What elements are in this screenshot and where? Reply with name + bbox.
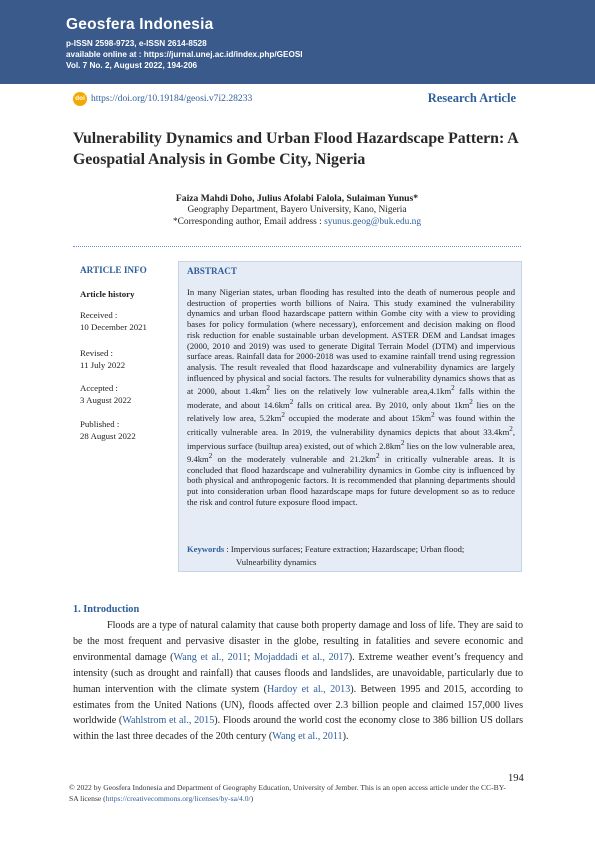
- authors: Faiza Mahdi Doho, Julius Afolabi Falola, Sulaiman Yunus*: [175, 193, 419, 204]
- abstract-heading: ABSTRACT: [187, 266, 238, 276]
- citation-link[interactable]: Hardoy et al., 2013: [267, 683, 351, 695]
- published-date: 28 August 2022: [80, 431, 136, 441]
- page-number: 194: [508, 773, 524, 784]
- intro-paragraph: Floods are a type of natural calamity that cause both property damage and loss of life. They are said to be the most frequent and pervasive disaster in the globe, resulting in fatalities and severe economic and environmental damage (Wang et al., 2011; Mojaddadi et al., 2017). Extreme weather event’s frequency and intensity (such as drought and rainfall) that causes floods and landslides, are unavoidable, particularly due to human intervention with the climate system (Hardoy et al., 2013). Between 1995 and 2015, according to estimates from the United Nations (UN), floods affected over 2.3 billion people and claimed 157,000 lives worldwide (Wahlstrom et al., 2015). Floods around the world cost the economy close to 386 billion US dollars within the last three decades of the 20th century (Wang et al., 2011).: [73, 620, 524, 743]
- abstract-text: In many Nigerian states, urban flooding has resulted into the death of numerous people and destruction of properties worth billions of Naira. This study examined the vulnerability dynamics and urban flood hazardscape pattern within Gombe city with a view to providing bases for policy formulation (where necessary), enforcement and decision making on flood risk reduction for enable sustainable urban development. ASTER DEM and Landsat images (2000, 2010 and 2019) was used to generate Digital Terrain Model (DTM) and impervious surface areas. Rainfall data for 2000-2018 was used to examine rainfall trend using regression analysis. The result revealed that flood hazardscape and vulnerability dynamics are largely influenced by physical and social factors. The results for vulnerability dynamics shows that as at 2000, about $1.4km^2$ lies on the relatively low vulnerable $area,4.1km^2$ falls within the moderate, and about $14.6km^2$ falls on critical area. By 2010, only about $1km^2$ lies on the relatively low area, $5.2km^2$ occupied the moderate and about $15km^2$ was found within the critically vulnerable area. In 2019, the vulnerability dynamics depicts that about $33.4km^2$, impervious surface (builtup area) existed, out of which $2.8km^2$ lies on the low vulnerable area, $9.4km^2$ on the moderately vulnerable and $21.2km^2$ in critically vulnerable areas. It is concluded that flood hazardscape and vulnerability dynamics in Gombe city is influenced by both physical and anthropogenic factors. It is recommended that planning departments should put into consideration urban flood hazardscape maps for future development so as to reduce the risk and control future exposure flood impact.: [187, 287, 515, 507]
- citation-link[interactable]: Wahlstrom et al., 2015: [122, 715, 215, 727]
- corresponding-label: *Corresponding author, Email address :: [172, 217, 325, 227]
- journal-issn: p-ISSN 2598-9723, e-ISSN 2614-8528: [66, 39, 207, 48]
- accepted-label: Accepted :: [80, 383, 118, 393]
- published-label: Published :: [80, 419, 120, 429]
- doi-link[interactable]: https://doi.org/10.19184/geosi.v7i2.28233: [91, 93, 253, 104]
- footer-license: © 2022 by Geosfera Indonesia and Department of Geography Education, University of Jember. This is an open access article under the CC-BY-SA license (https://creativecommons.org/licenses/by-sa/4.0/): [69, 783, 506, 803]
- received-label: Received :: [80, 310, 118, 320]
- accepted-date: 3 August 2022: [80, 395, 132, 405]
- article-title: Vulnerability Dynamics and Urban Flood Hazardscape Pattern: A Geospatial Analysis in Gombe City, Nigeria: [73, 130, 518, 168]
- article-type: Research Article: [427, 91, 516, 105]
- journal-volume: Vol. 7 No. 2, August 2022, 194-206: [66, 61, 198, 70]
- journal-online-url[interactable]: available online at : https://jurnal.unej.ac.id/index.php/GEOSI: [66, 50, 303, 59]
- journal-name: Geosfera Indonesia: [66, 16, 214, 33]
- citation-link[interactable]: Mojaddadi et al., 2017: [254, 651, 349, 663]
- citation-link[interactable]: Wang et al., 2011: [272, 731, 343, 743]
- keywords-label: Keywords: [187, 544, 225, 554]
- keywords-line-1: : Impervious surfaces; Feature extraction; Hazardscape; Urban flood;: [224, 544, 465, 554]
- corresponding-email[interactable]: syunus.geog@buk.edu.ng: [324, 217, 422, 227]
- history-label: Article history: [80, 289, 135, 299]
- doi-icon: doi: [73, 92, 87, 106]
- revised-date: 11 July 2022: [80, 360, 126, 370]
- section-heading: 1. Introduction: [73, 604, 140, 615]
- abstract-box: [178, 261, 522, 572]
- keywords-line-2: Vulnearbility dynamics: [236, 557, 317, 567]
- revised-label: Revised :: [80, 348, 113, 358]
- license-link[interactable]: https://creativecommons.org/licenses/by-sa/4.0/: [105, 794, 251, 803]
- article-info-heading: ARTICLE INFO: [80, 265, 147, 275]
- journal-header: [0, 0, 595, 84]
- keywords: [187, 543, 517, 569]
- citation-link[interactable]: Wang et al., 2011: [173, 651, 248, 663]
- doi-row: [73, 91, 521, 107]
- received-date: 10 December 2021: [80, 322, 147, 332]
- affiliation: Geography Department, Bayero University, Kano, Nigeria: [187, 205, 407, 215]
- corresponding-author: [73, 217, 521, 227]
- divider: [73, 246, 521, 247]
